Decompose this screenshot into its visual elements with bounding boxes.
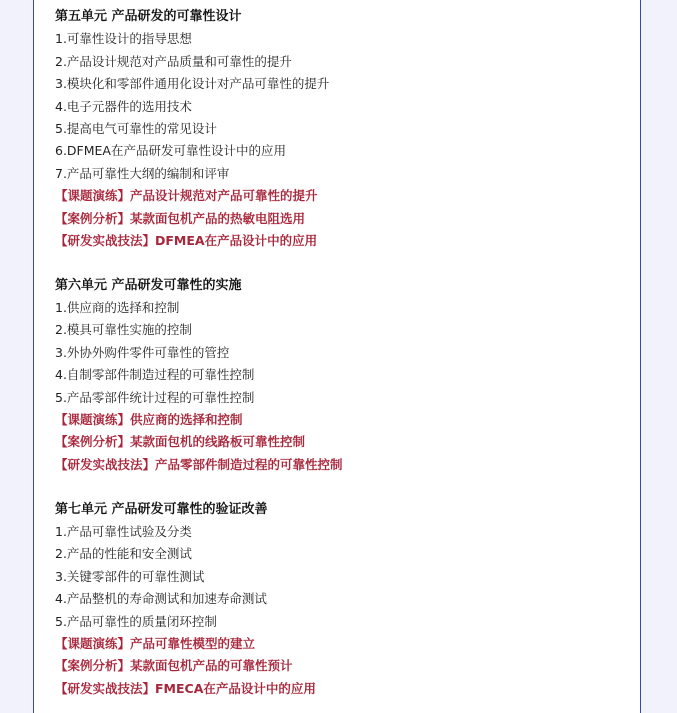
outline-item: 2.产品设计规范对产品质量和可靠性的提升 <box>55 53 292 69</box>
unit-5-section <box>55 6 615 252</box>
outline-item: 6.DFMEA在产品研发可靠性设计中的应用 <box>55 143 286 159</box>
outline-item: 5.产品零部件统计过程的可靠性控制 <box>55 389 255 405</box>
outline-item: 2.产品的性能和安全测试 <box>55 546 192 562</box>
unit-title: 第五单元 产品研发的可靠性设计 <box>55 9 242 24</box>
unit-7-section <box>55 499 615 701</box>
unit-6-section <box>55 275 615 477</box>
case-study-highlight: 【案例分析】某款面包机的线路板可靠性控制 <box>55 434 306 450</box>
outline-item: 7.产品可靠性大纲的编制和评审 <box>55 165 230 181</box>
exercise-highlight: 【课题演练】产品设计规范对产品可靠性的提升 <box>55 188 318 204</box>
document-page <box>33 0 641 713</box>
unit-title: 第七单元 产品研发可靠性的验证改善 <box>55 501 268 517</box>
outline-item: 3.关键零部件的可靠性测试 <box>55 568 205 584</box>
outline-item: 1.供应商的选择和控制 <box>55 300 180 316</box>
practice-technique-highlight: 【研发实战技法】产品零部件制造过程的可靠性控制 <box>55 456 343 472</box>
outline-item: 3.外协外购件零件可靠性的管控 <box>55 344 230 360</box>
outline-item: 4.产品整机的寿命测试和加速寿命测试 <box>55 591 267 607</box>
practice-technique-highlight: 【研发实战技法】DFMEA在产品设计中的应用 <box>55 232 318 248</box>
outline-item: 5.提高电气可靠性的常见设计 <box>55 120 217 136</box>
outline-item: 4.电子元器件的选用技术 <box>55 98 192 114</box>
exercise-highlight: 【课题演练】产品可靠性模型的建立 <box>55 635 256 651</box>
course-outline <box>55 6 615 700</box>
outline-item: 1.产品可靠性试验及分类 <box>55 523 192 539</box>
case-study-highlight: 【案例分析】某款面包机产品的热敏电阻选用 <box>55 210 306 226</box>
outline-item: 1.可靠性设计的指导思想 <box>55 31 192 47</box>
outline-item: 4.自制零部件制造过程的可靠性控制 <box>55 367 255 383</box>
outline-item: 2.模具可靠性实施的控制 <box>55 322 192 338</box>
exercise-highlight: 【课题演练】供应商的选择和控制 <box>55 412 243 428</box>
unit-title: 第六单元 产品研发可靠性的实施 <box>55 277 242 293</box>
case-study-highlight: 【案例分析】某款面包机产品的可靠性预计 <box>55 658 293 674</box>
practice-technique-highlight: 【研发实战技法】FMECA在产品设计中的应用 <box>55 680 316 696</box>
outline-item: 3.模块化和零部件通用化设计对产品可靠性的提升 <box>55 76 330 92</box>
outline-item: 5.产品可靠性的质量闭环控制 <box>55 613 217 629</box>
